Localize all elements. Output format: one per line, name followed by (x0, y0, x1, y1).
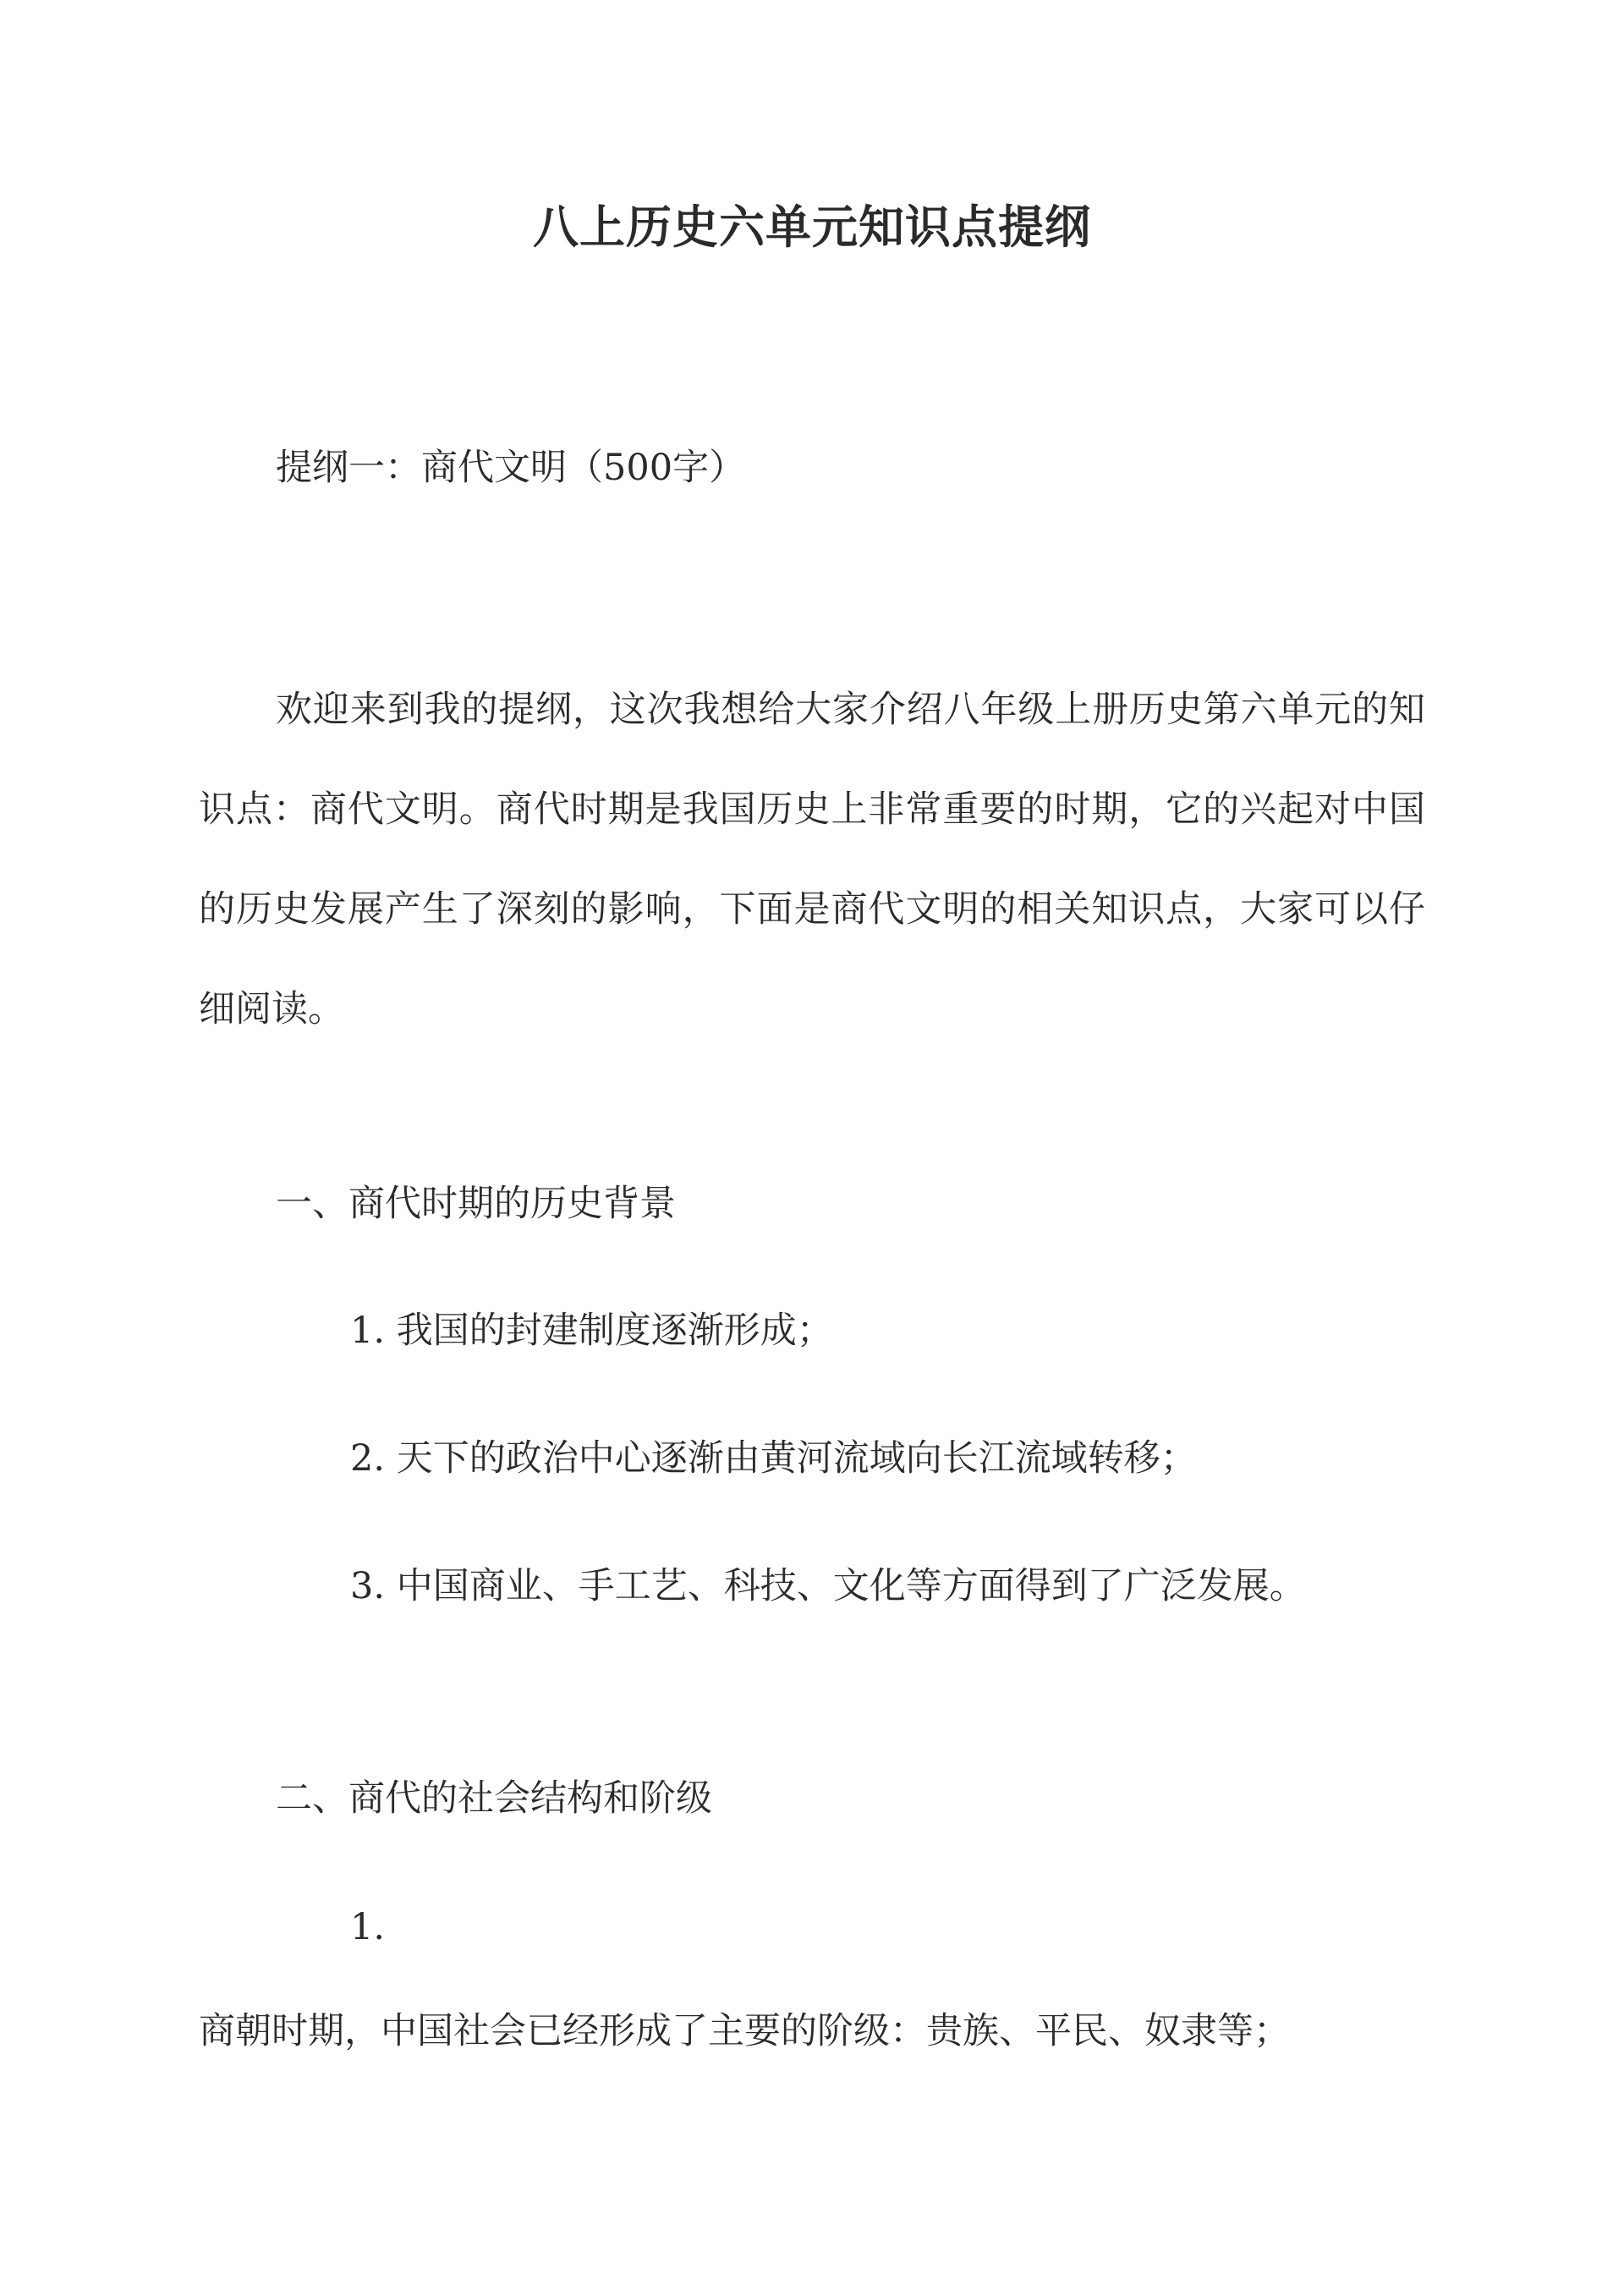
intro-paragraph: 欢迎来到我的提纲，这次我想给大家介绍八年级上册历史第六单元的知识点：商代文明。商代时期是我国历史上非常重要的时期，它的兴起对中国的历史发展产生了深刻的影响，下面是商代文明的相关知识点，大家可以仔细阅读。 (199, 689, 1425, 1030)
section-1-item-1: 1. 我国的封建制度逐渐形成； (350, 1310, 833, 1352)
section-1-item-3: 3. 中国商业、手工艺、科技、文化等方面得到了广泛发展。 (350, 1565, 1306, 1607)
document-title: 八上历史六单元知识点提纲 (533, 200, 1091, 254)
section-2-item-number: 1. (350, 1906, 386, 1948)
section-2-heading: 二、商代的社会结构和阶级 (276, 1777, 712, 1820)
outline-heading: 提纲一：商代文明（500字） (276, 447, 746, 489)
section-1-item-2: 2. 天下的政治中心逐渐由黄河流域向长江流域转移； (350, 1437, 1197, 1480)
section-2-item-text: 商朝时期，中国社会已经形成了主要的阶级：贵族、平民、奴隶等； (199, 2010, 1290, 2052)
section-1-heading: 一、商代时期的历史背景 (276, 1183, 676, 1225)
